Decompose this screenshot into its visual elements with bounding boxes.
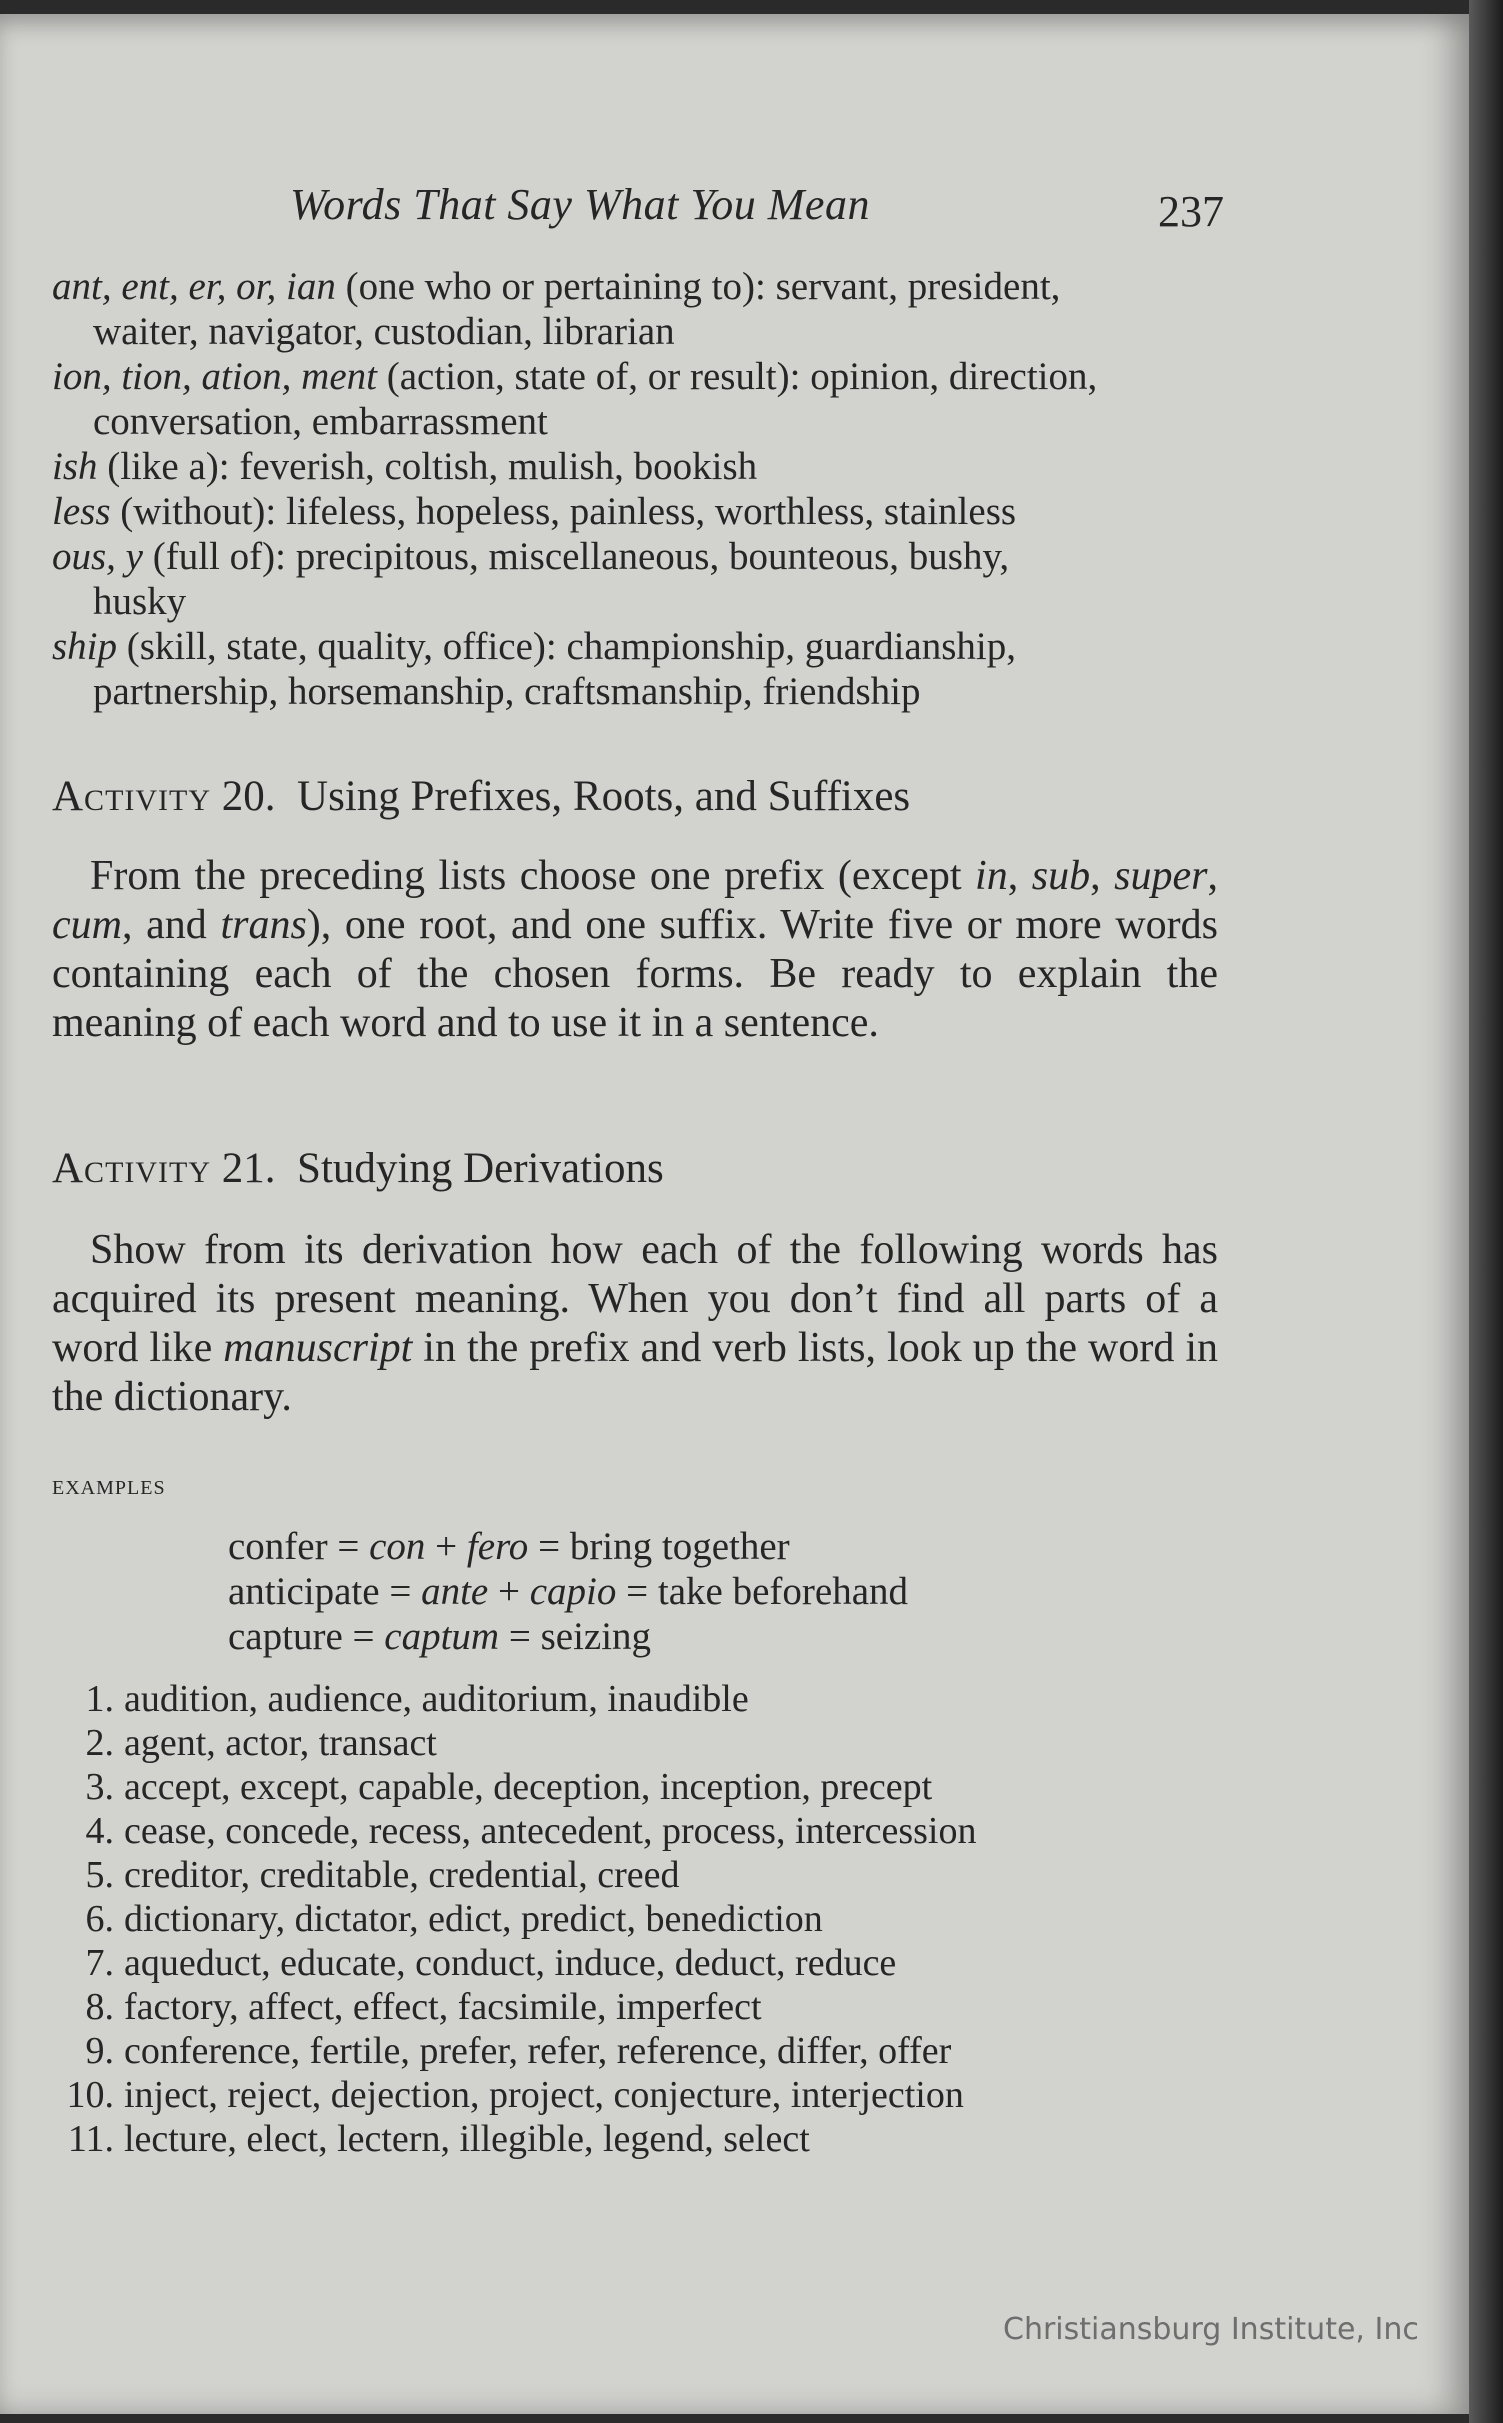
activity-title: Using Prefixes, Roots, and Suffixes — [297, 773, 911, 820]
activity-number: 21. — [221, 1145, 276, 1192]
suffix-examples: precipitous, miscellaneous, bounteous, bushy, — [295, 535, 1010, 578]
list-item: 8. factory, affect, effect, facsimile, imperfect — [85, 1986, 762, 2028]
suffix-examples: lifeless, hopeless, painless, worthless, stainless — [285, 490, 1017, 533]
suffix-list — [52, 264, 1227, 714]
suffix-entry — [52, 354, 1227, 444]
list-item: 3. accept, except, capable, deception, inception, precept — [85, 1766, 933, 1808]
suffix-entry — [52, 264, 1227, 354]
list-item: 9. conference, fertile, prefer, refer, reference, differ, offer — [85, 2030, 952, 2072]
suffix-examples: championship, guardianship, — [566, 625, 1017, 668]
word-list — [52, 1677, 976, 2161]
suffix-entry — [52, 489, 1227, 534]
suffix-meaning: (skill, state, quality, office): — [126, 625, 557, 668]
examples-label: examples — [52, 1469, 166, 1501]
suffix-meaning: (one who or pertaining to): — [345, 265, 766, 308]
list-item: 2. agent, actor, transact — [85, 1722, 437, 1764]
suffix-examples-cont: waiter, navigator, custodian, librarian — [93, 310, 675, 353]
list-item: 5. creditor, creditable, credential, creed — [85, 1854, 680, 1896]
book-page — [0, 14, 1470, 2414]
suffix-entry — [52, 444, 1227, 489]
suffix-forms: ship — [52, 625, 118, 668]
suffix-meaning: (like a): — [107, 445, 230, 488]
activity-21-instructions: Show from its derivation how each of the following words has acquired its present meaning. When you don’t find all parts of a word like manuscript in the prefix and verb lists, look up the word in the dictionary. — [52, 1227, 1218, 1420]
suffix-entry — [52, 534, 1227, 624]
activity-label: Activity — [52, 773, 212, 820]
list-item: 11. lecture, elect, lectern, illegible, legend, select — [67, 2118, 810, 2160]
suffix-entry — [52, 624, 1227, 714]
activity-20-instructions: From the preceding lists choose one prefix (except in, sub, super, cum, and trans), one root, and one suffix. Write five or more words containing each of the chosen forms. Be ready to explain the meaning of each word and to use it in a sentence. — [52, 853, 1219, 1046]
watermark: Christiansburg Institute, Inc — [1003, 2312, 1419, 2347]
activity-21-heading — [52, 1144, 664, 1193]
list-item: 6. dictionary, dictator, edict, predict, benediction — [85, 1898, 823, 1940]
suffix-forms: ant, ent, er, or, ian — [52, 265, 336, 308]
activity-label: Activity — [52, 1145, 212, 1192]
suffix-examples: opinion, direction, — [810, 355, 1098, 398]
suffix-meaning: (full of): — [152, 535, 286, 578]
activity-20-heading — [52, 772, 910, 821]
suffix-meaning: (without): — [120, 490, 277, 533]
book-spine-edge — [1469, 0, 1503, 2423]
list-item: 10. inject, reject, dejection, project, conjecture, interjection — [66, 2074, 964, 2116]
suffix-examples: feverish, coltish, mulish, bookish — [239, 445, 758, 488]
page-number: 237 — [1158, 187, 1224, 236]
list-item: 7. aqueduct, educate, conduct, induce, deduct, reduce — [85, 1942, 897, 1984]
list-item: 1. audition, audience, auditorium, inaudible — [85, 1678, 749, 1720]
suffix-examples: servant, president, — [775, 265, 1061, 308]
activity-title: Studying Derivations — [297, 1145, 664, 1192]
running-header-title: Words That Say What You Mean — [290, 180, 870, 229]
suffix-meaning: (action, state of, or result): — [386, 355, 801, 398]
suffix-examples-cont: husky — [93, 580, 187, 623]
example-line: confer = con + fero = bring together — [228, 1525, 790, 1568]
suffix-forms: ish — [52, 445, 98, 488]
example-line: anticipate = ante + capio = take beforehand — [228, 1570, 909, 1613]
activity-number: 20. — [221, 773, 276, 820]
suffix-forms: less — [52, 490, 111, 533]
list-item: 4. cease, concede, recess, antecedent, process, intercession — [85, 1810, 977, 1852]
example-line: capture = captum = seizing — [228, 1615, 652, 1658]
suffix-forms: ous, y — [52, 535, 143, 578]
suffix-examples-cont: conversation, embarrassment — [93, 400, 548, 443]
suffix-forms: ion, tion, ation, ment — [52, 355, 377, 398]
suffix-examples-cont: partnership, horsemanship, craftsmanship, friendship — [93, 670, 921, 713]
